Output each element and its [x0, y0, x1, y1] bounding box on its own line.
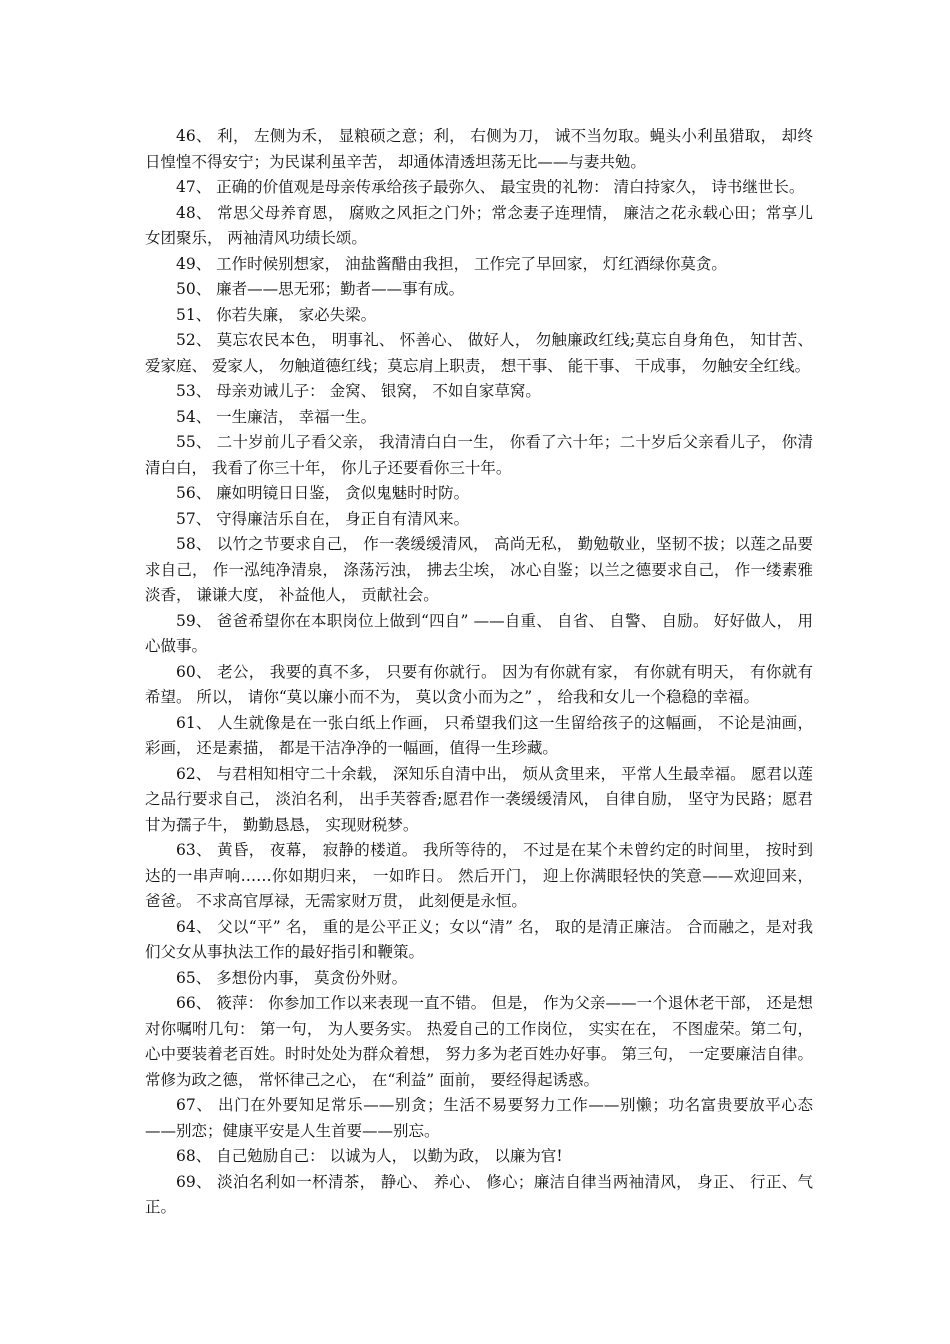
paragraph-47: 47、 正确的价值观是母亲传承给孩子最弥久、 最宝贵的礼物： 清白持家久， 诗书继世长。 — [176, 178, 805, 196]
paragraph-64: 64、 父以“平” 名， 重的是公平正义；女以“清” 名， 取的是清正廉洁。 合而融之，是对我们父女从事执法工作的最好指引和鞭策。 — [145, 917, 813, 961]
paragraph-57: 57、 守得廉洁乐自在， 身正自有清风来。 — [176, 509, 470, 528]
paragraph-61: 61、 人生就像是在一张白纸上作画， 只希望我们这一生留给孩子的这幅画， 不论是油画，彩画， 还是素描， 都是干洁净净的一幅画，值得一生珍藏。 — [145, 713, 813, 757]
document-body — [145, 124, 813, 1221]
paragraph-55: 55、 二十岁前儿子看父亲， 我清清白白一生， 你看了六十年；二十岁后父亲看儿子， 你清清白白， 我看了你三十年， 你儿子还要看你三十年。 — [145, 433, 813, 477]
paragraph-48: 48、 常思父母养育恩， 腐败之风拒之门外；常念妻子连理情， 廉洁之花永载心田；常享儿女团聚乐， 两袖清风功绩长颂。 — [145, 203, 813, 247]
paragraph-54: 54、 一生廉洁， 幸福一生。 — [176, 407, 377, 426]
paragraph-59: 59、 爸爸希望你在本职岗位上做到“四自” ——自重、 自省、 自警、 自励。 好好做人， 用心做事。 — [145, 611, 813, 655]
paragraph-62: 62、 与君相知相守二十余载， 深知乐自清中出， 烦从贪里来， 平常人生最幸福。 愿君以莲之品行要求自己， 淡泊名利， 出手芙蓉香;愿君作一袭缓缓清风， 自律自励， 坚守为民路；愿君甘为孺子牛， 勤勤恳恳， 实现财税梦。 — [145, 764, 813, 834]
paragraph-69: 69、 淡泊名利如一杯清茶， 静心、 养心、 修心；廉洁自律当两袖清风， 身正、 行正、气正。 — [145, 1172, 813, 1216]
paragraph-51: 51、 你若失廉， 家必失梁。 — [176, 305, 377, 324]
paragraph-67: 67、 出门在外要知足常乐——别贪；生活不易要努力工作——别懒；功名富贵要放平心态——别恋；健康平安是人生首要——别忘。 — [145, 1096, 813, 1140]
paragraph-52: 52、 莫忘农民本色， 明事礼、 怀善心、 做好人， 勿触廉政红线;莫忘自身角色， 知甘苦、 爱家庭、 爱家人， 勿触道德红线；莫忘肩上职责， 想干事、 能干事、 干成事， 勿触安全红线。 — [145, 331, 813, 375]
paragraph-46: 46、 利， 左侧为禾， 显粮硕之意；利， 右侧为刀， 诫不当勿取。蝇头小利虽猎取， 却终日惶惶不得安宁；为民谋利虽辛苦， 却通体清透坦荡无比——与妻共勉。 — [145, 127, 813, 171]
paragraph-68: 68、 自己勉励自己： 以诚为人， 以勤为政， 以廉为官! — [176, 1147, 563, 1165]
paragraph-65: 65、 多想份内事， 莫贪份外财。 — [176, 968, 408, 987]
paragraph-66: 66、 筱萍： 你参加工作以来表现一直不错。 但是， 作为父亲——一个退休老干部， 还是想对你嘱咐几句： 第一句， 为人要务实。 热爱自己的工作岗位， 实实在在， 不图虚荣。第二句， 心中要装着老百姓。时时处处为群众着想， 努力多为老百姓办好事。 第三句， 一定要廉洁自律。 常修为政之德， 常怀律己之心， 在“利益” 面前， 要经得起诱惑。 — [145, 994, 813, 1089]
paragraph-50: 50、 廉者——思无邪；勤者——事有成。 — [176, 280, 465, 298]
paragraph-58: 58、 以竹之节要求自己， 作一袭缓缓清风， 高尚无私， 勤勉敬业，坚韧不拔；以莲之品要求自己， 作一泓纯净清泉， 涤荡污浊， 拂去尘埃， 冰心自鉴；以兰之德要求自己， 作一缕素雅淡香， 谦谦大度， 补益他人， 贡献社会。 — [145, 535, 813, 604]
paragraph-49: 49、 工作时候别想家， 油盐酱醋由我担， 工作完了早回家， 灯红酒绿你莫贪。 — [176, 254, 727, 273]
paragraph-60: 60、 老公， 我要的真不多， 只要有你就行。 因为有你就有家， 有你就有明天， 有你就有希望。 所以， 请你“莫以廉小而不为， 莫以贪小而为之” ， 给我和女儿一个稳稳的幸福。 — [145, 662, 813, 706]
paragraph-63: 63、 黄昏， 夜幕， 寂静的楼道。 我所等待的， 不过是在某个未曾约定的时间里， 按时到达的一串声响……你如期归来， 一如昨日。 然后开门， 迎上你满眼轻快的笑意——欢迎回来， 爸爸。 不求高官厚禄，无需家财万贯， 此刻便是永恒。 — [145, 841, 813, 910]
paragraph-53: 53、 母亲劝诫儿子： 金窝、 银窝， 不如自家草窝。 — [176, 382, 541, 400]
paragraph-56: 56、 廉如明镜日日鉴， 贪似鬼魅时时防。 — [176, 484, 470, 502]
